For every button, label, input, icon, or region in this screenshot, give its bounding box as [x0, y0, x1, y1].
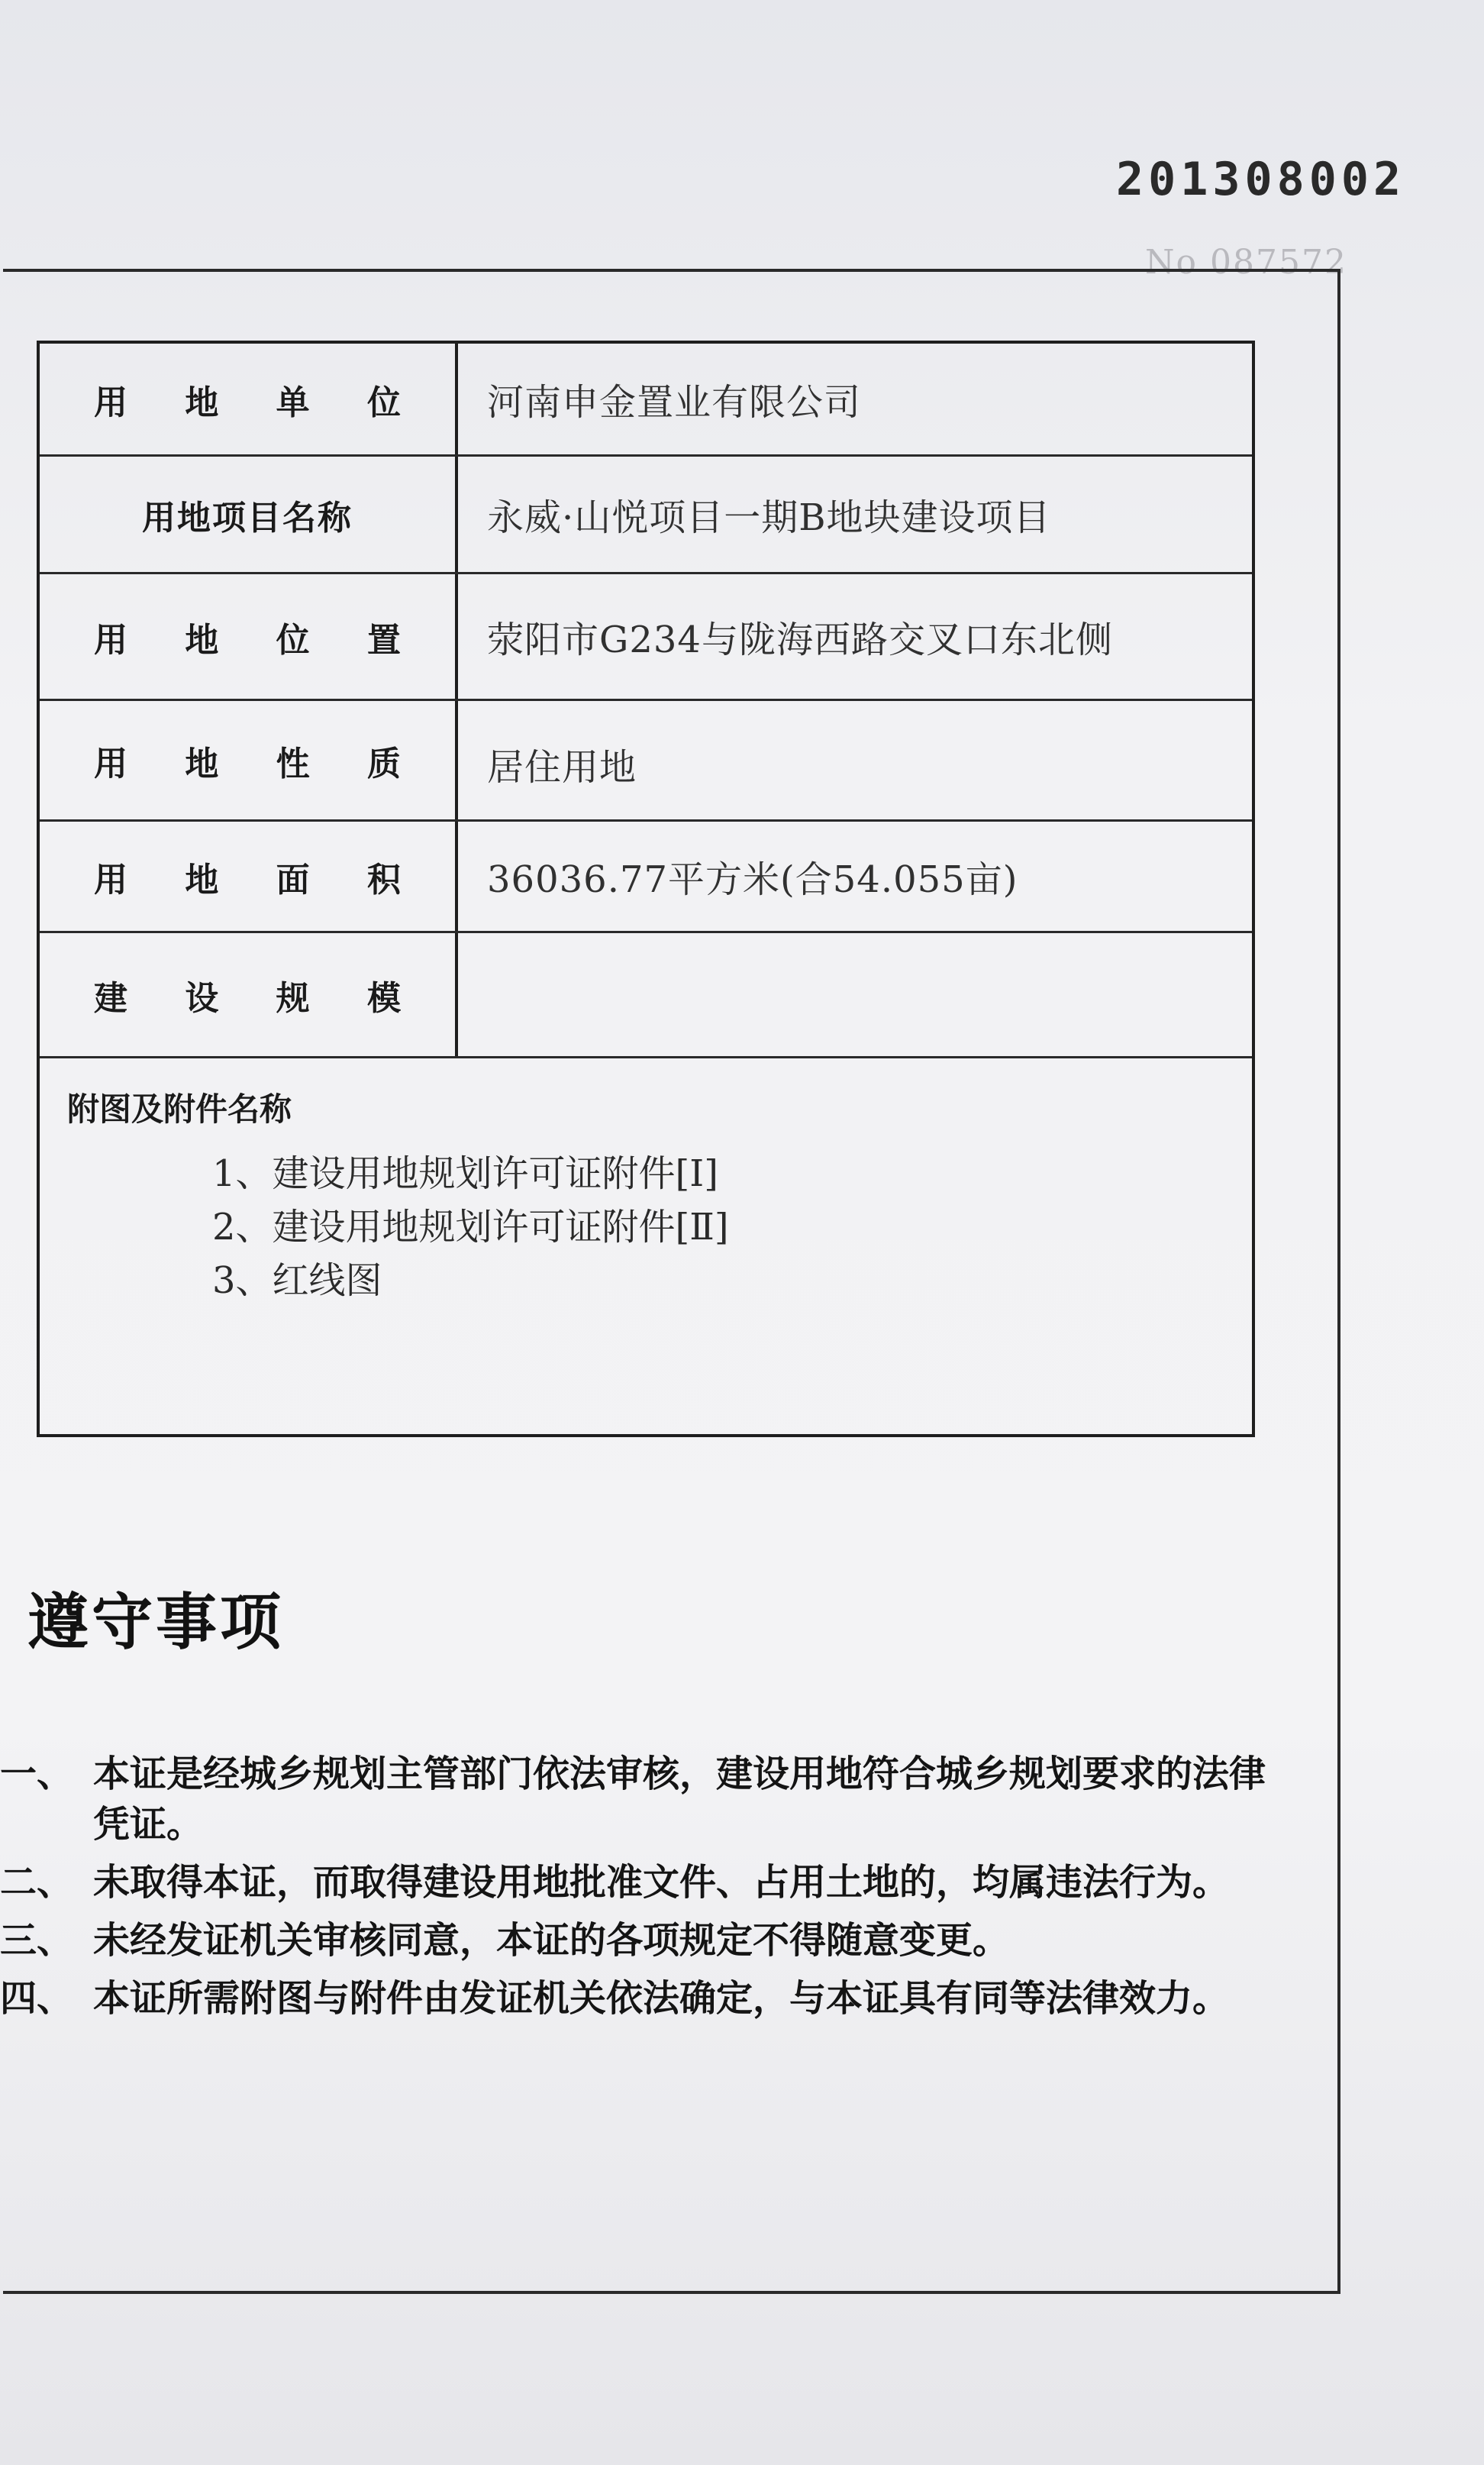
value-land-user: 河南申金置业有限公司: [487, 381, 862, 424]
serial-number: No 087572: [1145, 243, 1347, 282]
label-project-name: 用地项目名称: [40, 457, 458, 572]
rules-heading: 遵守事项: [27, 1587, 284, 1658]
rule-number: 四、: [0, 1977, 74, 2020]
rule-number: 一、: [0, 1753, 74, 1795]
attachments-list: [212, 1147, 729, 1307]
rule-text: 本证是经城乡规划主管部门依法审核，建设用地符合城乡规划要求的法律凭证。: [93, 1753, 1266, 1846]
value-construction-scale: [487, 933, 1237, 1056]
table-row-land-nature: [40, 701, 1252, 822]
certificate-number: 201308002: [1116, 153, 1406, 206]
label-location: 用 地 位 置: [40, 574, 458, 699]
label-land-user: 用 地 单 位: [40, 344, 458, 454]
rule-item: [0, 1973, 1298, 2024]
rule-number: 三、: [0, 1919, 74, 1962]
value-location: 荥阳市G234与陇海西路交叉口东北侧: [487, 619, 1113, 661]
rule-text: 本证所需附图与附件由发证机关依法确定，与本证具有同等法律效力。: [93, 1977, 1230, 2020]
table-row-location: [40, 574, 1252, 701]
label-land-area: 用 地 面 积: [40, 822, 458, 931]
rule-text: 未经发证机关审核同意，本证的各项规定不得随意变更。: [93, 1919, 1010, 1962]
table-row-land-area: [40, 822, 1252, 933]
label-construction-scale: 建 设 规 模: [40, 933, 458, 1056]
attachment-item: 2、建设用地规划许可证附件[Ⅱ]: [212, 1206, 729, 1249]
rule-number: 二、: [0, 1861, 74, 1904]
value-project-name: 永威·山悦项目一期B地块建设项目: [487, 496, 1051, 539]
attachment-item: 1、建设用地规划许可证附件[Ⅰ]: [212, 1152, 718, 1195]
rule-text: 未取得本证，而取得建设用地批准文件、占用土地的，均属违法行为。: [93, 1861, 1230, 1904]
rules-list: [0, 1749, 1298, 2031]
attachment-item: 3、红线图: [212, 1259, 382, 1302]
rule-item: [0, 1915, 1298, 1966]
label-land-nature: 用 地 性 质: [40, 701, 458, 819]
value-land-nature: 居住用地: [487, 746, 637, 789]
attachments-title: 附图及附件名称: [67, 1090, 292, 1128]
rule-item: [0, 1749, 1298, 1850]
rule-item: [0, 1857, 1298, 1908]
table-row-land-user: [40, 344, 1252, 457]
table-row-construction-scale: [40, 933, 1252, 1058]
table-row-project-name: [40, 457, 1252, 574]
value-land-area: 36036.77平方米(合54.055亩): [487, 858, 1018, 901]
